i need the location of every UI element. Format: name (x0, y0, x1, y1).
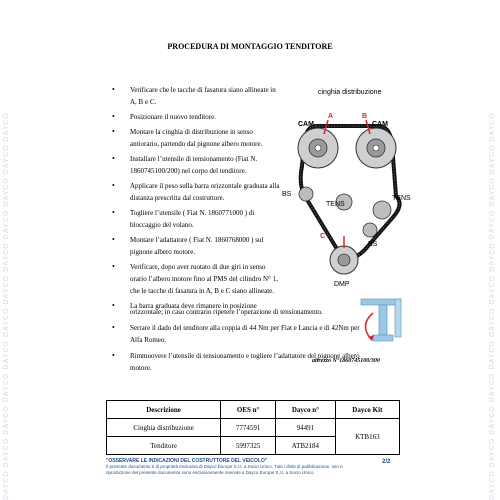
watermark-right (486, 0, 500, 500)
tens-left-label: TENS (326, 201, 345, 208)
step-item: • Rimmuovere l’utensile di tensionamento e togliere l’adattatore del pignone albero motore. (112, 350, 362, 374)
step-item: • Applicare il peso sulla barra orizzontale graduata alla distanza prescritta dal costruttore. (112, 180, 282, 204)
dmp-label: DMP (334, 281, 350, 288)
cell-oes: 7774591 (221, 419, 276, 437)
cell-kit: KTB163 (335, 419, 399, 455)
belt-routing-diagram (278, 86, 418, 300)
page-number: 2/2 (382, 459, 391, 465)
tensioner-right (373, 201, 391, 219)
step-item: • Montare la cinghia di distribuzione in senso antiorario, partendo dal pignone albero motore. (112, 126, 282, 150)
header-oes: OES n° (221, 401, 276, 419)
cell-dayco: ATB2184 (276, 437, 336, 455)
cam-pulley-left (298, 128, 338, 168)
step-item: • Verificare, dopo aver ruotato di due giri in senso orario l’albero motore fino al PMS del cilindro N° 1, che le tacche di fasatura in A, B e C siano allineate. (112, 261, 282, 297)
watermark-left (0, 0, 14, 500)
step-item: • Installare l’utensile di tensionamento (Fiat N. 1860745100/200) nel corpo del tenditore. (112, 153, 282, 177)
crankshaft-pulley (330, 246, 358, 274)
procedure-steps-continued (112, 306, 362, 378)
step-item: • Serrare il dado del tenditore alla coppia di 44 Nm per Fiat e Lancia e di 42Nm per Alfa Romeo. (112, 322, 362, 346)
footer-line: Il presente documento è di proprietà esclusiva di Dayco Europe S.r.l. a Socio Unico. Tutti i diritti di pubblicazione, uso e (106, 464, 343, 469)
bs-left-label: BS (282, 191, 292, 198)
idler-bs-right (363, 223, 377, 237)
step-item: • La barra graduata deve rimanere in posizione (112, 300, 282, 312)
footer-disclaimer (106, 458, 394, 476)
cell-description: Tenditore (107, 437, 221, 455)
tool-caption: attrezzo N°1860745100/300 (312, 358, 380, 364)
step-item: • Togliere l’utensile ( Fiat N. 1860771000 ) di bloccaggio del volano. (112, 207, 282, 231)
table-header-row (107, 401, 400, 419)
idler-bs-left (299, 187, 313, 201)
cam-right-label: CAM (372, 121, 388, 128)
step-continuation: orizzontale; in caso contrario ripetere l’operazione di tensionamento. (130, 308, 323, 316)
tens-right-label: TENS (392, 195, 411, 202)
tension-tool-image (355, 295, 420, 365)
mark-c-label: C (320, 233, 326, 240)
cam-pulley-right (356, 128, 396, 168)
footer-heading: "OSSERVARE LE INDICAZIONI DEL COSTRUTTORE DEL VEICOLO" (106, 458, 268, 464)
parts-table (106, 400, 400, 455)
cam-left-label: CAM (298, 121, 314, 128)
step-item: • Verificare che le tacche di fasatura siano allineate in A, B e C. (112, 84, 282, 108)
cell-dayco: 94491 (276, 419, 336, 437)
step-item: • Posizionare il nuovo tenditore. (112, 111, 282, 123)
watermark-text: DAYCO DAYCO DAYCO DAYCO DAYCO DAYCO DAYCO DAYCO DAYCO DAYCO DAYCO DAYCO (3, 111, 10, 500)
bs-right-label: BS (368, 241, 378, 248)
mark-b-label: B (362, 113, 368, 120)
mark-a-label: A (328, 113, 334, 120)
cell-oes: 5997325 (221, 437, 276, 455)
header-dayco-kit: Dayco Kit (335, 401, 399, 419)
step-item: • Montare l’adattatore ( Fiat N. 1860768000 ) sul pignone albero motore. (112, 234, 282, 258)
header-descrizione: Descrizione (107, 401, 221, 419)
belt-label: cinghia distribuzione (318, 89, 382, 96)
red-arrow-icon (365, 313, 373, 339)
header-dayco: Dayco n° (276, 401, 336, 419)
cell-description: Cinghia distribuzione (107, 419, 221, 437)
footer-line: riproduzione del presente documento sono esclusivamente riservati a Dayco Europe S.r.l. a Socio Unico. (106, 470, 315, 475)
procedure-steps (112, 84, 282, 315)
page-title: PROCEDURA DI MONTAGGIO TENDITORE (167, 42, 333, 51)
table-row (107, 419, 400, 437)
watermark-text: DAYCO DAYCO DAYCO DAYCO DAYCO DAYCO DAYCO DAYCO DAYCO DAYCO DAYCO DAYCO (489, 111, 496, 500)
